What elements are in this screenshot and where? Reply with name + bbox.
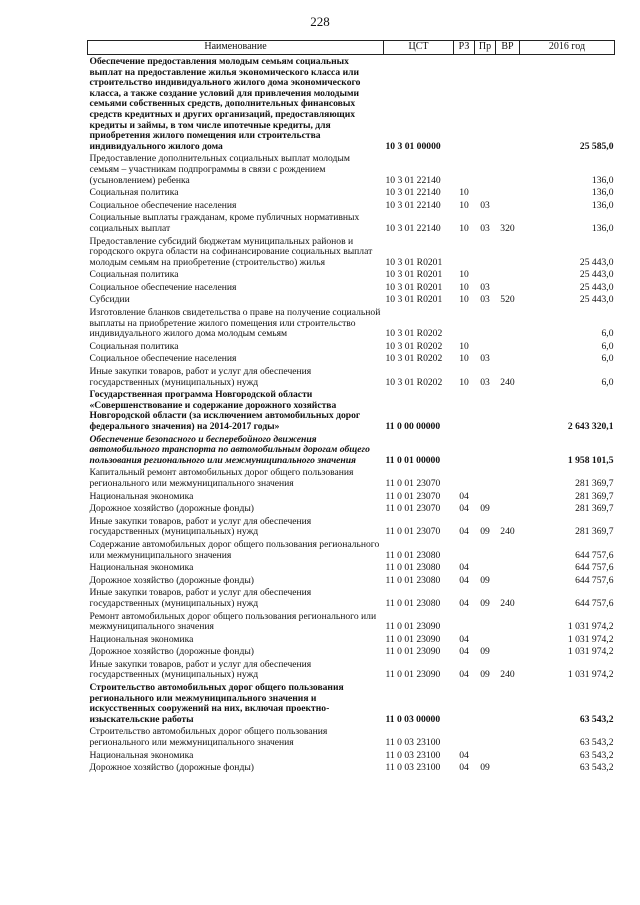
row-amount: 25 443,0 — [579, 294, 614, 306]
row-cst: 10 3 01 22140 — [385, 199, 441, 211]
row-name: Строительство автомобильных дорог общего пользования регионального или межмуниципального значения — [89, 726, 328, 749]
row-cst: 11 0 03 23100 — [385, 737, 441, 749]
row-vr — [496, 281, 520, 294]
row-amount: 136,0 — [591, 187, 614, 199]
row-pr — [475, 388, 496, 432]
table-row — [88, 658, 615, 681]
row-vr: 520 — [500, 294, 515, 306]
row-rz — [454, 610, 475, 633]
row-pr — [475, 235, 496, 269]
row-amount: 6,0 — [601, 340, 614, 352]
row-pr — [475, 433, 496, 467]
row-pr — [475, 268, 496, 281]
row-cst: 11 0 01 23080 — [385, 597, 441, 609]
row-amount: 136,0 — [591, 199, 614, 211]
row-name: Социальная политика — [89, 187, 179, 199]
row-pr: 03 — [480, 199, 490, 211]
row-rz — [454, 235, 475, 269]
row-rz — [454, 725, 475, 748]
row-cst: 11 0 01 23070 — [385, 477, 441, 489]
table-row — [88, 645, 615, 658]
row-vr — [496, 268, 520, 281]
row-vr: 320 — [500, 222, 515, 234]
row-rz: 10 — [459, 294, 469, 306]
table-row — [88, 306, 615, 340]
table-row — [88, 749, 615, 762]
row-pr — [475, 306, 496, 340]
row-cst: 11 0 03 00000 — [385, 713, 441, 725]
row-rz: 04 — [459, 490, 469, 502]
row-name: Социальные выплаты гражданам, кроме публичных нормативных социальных выплат — [89, 212, 360, 234]
header-rz: РЗ — [454, 41, 475, 55]
row-rz — [454, 681, 475, 725]
row-rz — [454, 538, 475, 561]
row-amount: 281 369,7 — [575, 503, 614, 515]
row-pr: 09 — [480, 503, 490, 515]
row-vr — [496, 433, 520, 467]
table-row — [88, 152, 615, 186]
table-row — [88, 352, 615, 365]
row-cst: 10 3 01 00000 — [385, 140, 441, 152]
table-row — [88, 633, 615, 646]
row-cst: 11 0 01 23090 — [385, 646, 441, 658]
row-cst: 11 0 01 23080 — [385, 549, 441, 561]
row-vr — [496, 725, 520, 748]
table-row — [88, 574, 615, 587]
row-vr — [496, 502, 520, 515]
table-row — [88, 293, 615, 306]
row-rz: 10 — [459, 281, 469, 293]
row-pr: 09 — [480, 526, 490, 538]
row-amount: 63 543,2 — [579, 762, 614, 774]
table-row — [88, 502, 615, 515]
row-pr — [475, 55, 496, 153]
row-vr — [496, 538, 520, 561]
table-row — [88, 515, 615, 538]
row-name: Субсидии — [89, 294, 130, 306]
row-cst: 11 0 00 00000 — [385, 421, 441, 432]
table-body — [88, 55, 615, 774]
row-pr — [475, 725, 496, 748]
row-rz: 10 — [459, 376, 469, 388]
row-name: Иные закупки товаров, работ и услуг для обеспечения государственных (муниципальных) нужд — [89, 587, 312, 609]
row-pr: 09 — [480, 669, 490, 681]
row-amount: 63 543,2 — [579, 713, 614, 725]
row-rz — [454, 152, 475, 186]
row-name: Социальное обеспечение населения — [89, 353, 237, 365]
row-cst: 10 3 01 R0201 — [385, 281, 443, 293]
row-pr — [475, 610, 496, 633]
header-vr: ВР — [496, 41, 520, 55]
row-cst: 11 0 03 23100 — [385, 762, 441, 774]
table-row — [88, 490, 615, 503]
row-cst: 10 3 01 22140 — [385, 222, 441, 234]
row-rz: 10 — [459, 199, 469, 211]
row-amount: 644 757,6 — [575, 597, 614, 609]
table-row — [88, 561, 615, 574]
row-vr — [496, 574, 520, 587]
row-rz: 04 — [459, 749, 469, 761]
row-rz: 04 — [459, 574, 469, 586]
row-rz — [454, 306, 475, 340]
row-amount: 25 443,0 — [579, 256, 614, 268]
row-amount: 281 369,7 — [575, 526, 614, 538]
row-amount: 6,0 — [601, 353, 614, 365]
row-pr: 09 — [480, 762, 490, 774]
row-pr: 09 — [480, 574, 490, 586]
row-vr — [496, 761, 520, 774]
row-name: Национальная экономика — [89, 749, 194, 761]
row-pr — [475, 633, 496, 646]
row-vr — [496, 561, 520, 574]
table-row — [88, 725, 615, 748]
row-rz — [454, 388, 475, 432]
header-name: Наименование — [88, 41, 384, 55]
row-rz: 04 — [459, 762, 469, 774]
table-row — [88, 466, 615, 489]
row-vr — [496, 749, 520, 762]
table-row — [88, 538, 615, 561]
row-pr: 03 — [480, 353, 490, 365]
row-rz — [454, 433, 475, 467]
table-row — [88, 235, 615, 269]
table-row — [88, 388, 615, 432]
row-amount: 2 643 320,1 — [567, 421, 614, 432]
row-name: Дорожное хозяйство (дорожные фонды) — [89, 646, 254, 658]
table-row — [88, 281, 615, 294]
row-cst: 10 3 01 22140 — [385, 187, 441, 199]
table-row — [88, 610, 615, 633]
row-amount: 25 443,0 — [579, 269, 614, 281]
row-rz: 10 — [459, 340, 469, 352]
row-vr — [496, 306, 520, 340]
row-pr — [475, 681, 496, 725]
row-name: Обеспечение безопасного и бесперебойного движения автомобильного транспорта по автомобильным дорогам общего пользования регионального или межмуниципального значения — [89, 433, 370, 466]
row-pr — [475, 490, 496, 503]
table-row — [88, 186, 615, 199]
row-rz: 10 — [459, 187, 469, 199]
row-cst: 11 0 01 23090 — [385, 633, 441, 645]
row-vr — [496, 633, 520, 646]
row-name: Содержание автомобильных дорог общего пользования регионального или межмуниципального значения — [89, 538, 380, 561]
row-pr: 03 — [480, 222, 490, 234]
row-vr — [496, 490, 520, 503]
row-amount: 136,0 — [591, 222, 614, 234]
row-amount: 1 031 974,2 — [567, 633, 614, 645]
table-row — [88, 340, 615, 353]
row-name: Социальное обеспечение населения — [89, 199, 237, 211]
row-name: Дорожное хозяйство (дорожные фонды) — [89, 762, 254, 774]
row-amount: 281 369,7 — [575, 490, 614, 502]
row-cst: 11 0 01 23090 — [385, 669, 441, 681]
row-pr — [475, 340, 496, 353]
table-row — [88, 433, 615, 467]
row-cst: 10 3 01 R0201 — [385, 269, 443, 281]
row-cst: 11 0 01 23080 — [385, 574, 441, 586]
row-rz — [454, 466, 475, 489]
row-pr — [475, 538, 496, 561]
row-cst: 10 3 01 R0202 — [385, 340, 443, 352]
row-vr — [496, 466, 520, 489]
table-row — [88, 199, 615, 212]
row-rz: 04 — [459, 633, 469, 645]
row-rz: 04 — [459, 503, 469, 515]
table-row — [88, 586, 615, 609]
row-name: Социальная политика — [89, 269, 179, 281]
row-cst: 10 3 01 R0202 — [385, 328, 443, 340]
row-name: Национальная экономика — [89, 633, 194, 645]
row-name: Социальная политика — [89, 340, 179, 352]
row-name: Дорожное хозяйство (дорожные фонды) — [89, 574, 254, 586]
row-amount: 63 543,2 — [579, 737, 614, 749]
row-amount: 1 031 974,2 — [567, 669, 614, 681]
row-vr — [496, 186, 520, 199]
row-pr: 03 — [480, 376, 490, 388]
row-amount: 281 369,7 — [575, 477, 614, 489]
row-vr: 240 — [500, 669, 515, 681]
row-rz: 04 — [459, 526, 469, 538]
row-pr: 09 — [480, 597, 490, 609]
row-cst: 11 0 01 23070 — [385, 503, 441, 515]
budget-table — [87, 40, 615, 774]
row-name: Государственная программа Новгородской области «Совершенствование и содержание дорожного хозяйства Новгородской области (за исключением автомобильных дорог федерального значения) на 2014-2017 годы» — [89, 389, 361, 432]
row-pr — [475, 186, 496, 199]
row-name: Предоставление дополнительных социальных выплат молодым семьям – участникам подпрограммы в связи с рождением (усыновлением) ребенка — [89, 153, 350, 186]
row-amount: 1 958 101,5 — [567, 454, 614, 466]
row-amount: 1 031 974,2 — [567, 646, 614, 658]
row-amount: 6,0 — [601, 328, 614, 340]
row-cst: 10 3 01 22140 — [385, 174, 441, 186]
row-name: Обеспечение предоставления молодым семьям социальных выплат на предоставление жилья экономического класса или строительство индивидуального жилого дома экономического класса, а также создание условий для привлечения молодыми семьями собственных средств, дополнительных финансовых средств кредитных и других организаций, предоставляющих кредиты и займы, в том числе ипотечные кредиты, для приобретения жилого помещения или строительства индивидуального жилого дома — [89, 56, 361, 152]
row-vr — [496, 235, 520, 269]
row-vr: 240 — [500, 526, 515, 538]
row-pr — [475, 152, 496, 186]
row-pr — [475, 466, 496, 489]
table-row — [88, 681, 615, 725]
row-name: Ремонт автомобильных дорог общего пользования регионального или межмуниципального значения — [89, 610, 377, 633]
row-cst: 11 0 01 00000 — [385, 454, 441, 466]
row-cst: 11 0 03 23100 — [385, 749, 441, 761]
row-pr — [475, 749, 496, 762]
row-cst: 10 3 01 R0202 — [385, 376, 443, 388]
row-vr — [496, 388, 520, 432]
row-vr — [496, 352, 520, 365]
row-cst: 11 0 01 23070 — [385, 526, 441, 538]
row-vr — [496, 645, 520, 658]
row-name: Капитальный ремонт автомобильных дорог общего пользования регионального или межмуниципального значения — [89, 467, 354, 489]
row-cst: 11 0 01 23090 — [385, 621, 441, 633]
row-name: Иные закупки товаров, работ и услуг для обеспечения государственных (муниципальных) нужд — [89, 515, 312, 538]
row-name: Предоставление субсидий бюджетам муниципальных районов и городского округа области на софинансирование социальных выплат молодым семьям на приобретение (строительство) жилья — [89, 235, 373, 268]
header-cst: ЦСТ — [384, 41, 454, 55]
row-amount: 25 443,0 — [579, 281, 614, 293]
row-cst: 10 3 01 R0202 — [385, 353, 443, 365]
row-name: Изготовление бланков свидетельства о праве на получение социальной выплаты на приобретение жилого помещения или строительство индивидуального жилого дома молодым семьям — [89, 307, 381, 340]
row-vr — [496, 199, 520, 212]
row-name: Строительство автомобильных дорог общего пользования регионального или межмуниципального значения и искусственных сооружений на них, включая проектно-изыскательские работы — [89, 682, 344, 725]
row-name: Национальная экономика — [89, 490, 194, 502]
row-amount: 644 757,6 — [575, 549, 614, 561]
table-row — [88, 365, 615, 388]
row-rz: 10 — [459, 222, 469, 234]
row-name: Дорожное хозяйство (дорожные фонды) — [89, 503, 254, 515]
row-cst: 10 3 01 R0201 — [385, 256, 443, 268]
row-vr: 240 — [500, 597, 515, 609]
row-vr — [496, 610, 520, 633]
row-amount: 1 031 974,2 — [567, 621, 614, 633]
row-vr: 240 — [500, 376, 515, 388]
header-year: 2016 год — [520, 41, 615, 55]
row-vr — [496, 152, 520, 186]
row-pr: 03 — [480, 294, 490, 306]
table-header — [88, 41, 615, 55]
table-row — [88, 761, 615, 774]
row-rz: 04 — [459, 597, 469, 609]
table-row — [88, 268, 615, 281]
page-number: 228 — [310, 14, 330, 29]
row-rz — [454, 55, 475, 153]
row-pr: 03 — [480, 281, 490, 293]
row-amount: 644 757,6 — [575, 562, 614, 574]
row-amount: 6,0 — [601, 376, 614, 388]
row-name: Социальное обеспечение населения — [89, 281, 237, 293]
row-rz: 04 — [459, 646, 469, 658]
row-rz: 10 — [459, 353, 469, 365]
row-vr — [496, 55, 520, 153]
row-amount: 63 543,2 — [579, 749, 614, 761]
row-vr — [496, 340, 520, 353]
row-amount: 644 757,6 — [575, 574, 614, 586]
row-amount: 25 585,0 — [579, 140, 614, 152]
row-name: Иные закупки товаров, работ и услуг для обеспечения государственных (муниципальных) нужд — [89, 658, 312, 681]
row-pr — [475, 561, 496, 574]
row-amount: 136,0 — [591, 174, 614, 186]
header-pr: Пр — [475, 41, 496, 55]
row-rz: 04 — [459, 562, 469, 574]
row-rz: 04 — [459, 669, 469, 681]
row-cst: 11 0 01 23080 — [385, 562, 441, 574]
table-row — [88, 211, 615, 234]
row-vr — [496, 681, 520, 725]
row-cst: 11 0 01 23070 — [385, 490, 441, 502]
table-row — [88, 55, 615, 153]
row-name: Иные закупки товаров, работ и услуг для обеспечения государственных (муниципальных) нужд — [89, 366, 312, 388]
row-rz: 10 — [459, 269, 469, 281]
row-cst: 10 3 01 R0201 — [385, 294, 443, 306]
row-name: Национальная экономика — [89, 562, 194, 574]
row-pr: 09 — [480, 646, 490, 658]
